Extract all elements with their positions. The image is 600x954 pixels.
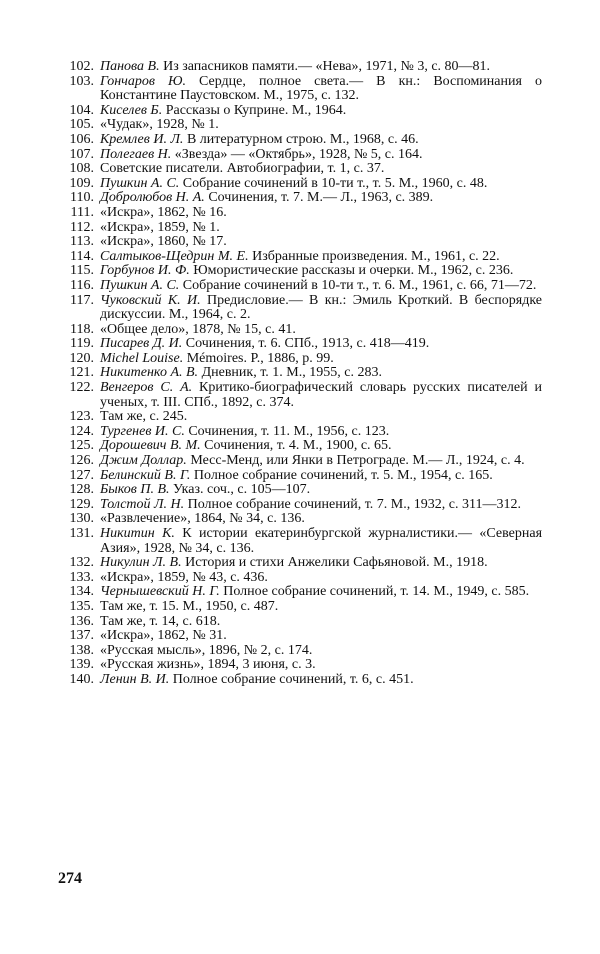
reference-item [64, 600, 542, 615]
reference-citation: «Искра», 1859, № 43, с. 436. [100, 569, 268, 585]
reference-text [100, 250, 542, 265]
reference-number: 125. [69, 438, 94, 454]
reference-item [64, 177, 542, 192]
reference-item [64, 191, 542, 206]
reference-item [64, 483, 542, 498]
reference-text [100, 512, 542, 527]
reference-text [100, 527, 542, 556]
reference-citation: Предисловие.— В кн.: Эмиль Кроткий. В беспорядке дискуссии. М., 1964, с. 2. [100, 292, 543, 323]
reference-item [64, 425, 542, 440]
reference-item [64, 264, 542, 279]
reference-citation: Там же, т. 15. М., 1950, с. 487. [100, 598, 279, 614]
reference-text [100, 133, 542, 148]
reference-item [64, 352, 542, 367]
reference-number: 130. [69, 511, 94, 527]
reference-author: Писарев Д. И. [100, 336, 183, 352]
reference-text [100, 104, 542, 119]
reference-author: Венгеров С. А. [100, 380, 193, 396]
reference-number: 104. [69, 102, 94, 118]
reference-number: 140. [69, 671, 94, 687]
reference-number: 117. [70, 292, 94, 308]
reference-number: 106. [69, 131, 94, 147]
reference-text [100, 75, 542, 104]
reference-number: 137. [69, 628, 94, 644]
reference-list [64, 60, 542, 688]
reference-author: Полегаев Н. [100, 146, 172, 162]
reference-citation: Сочинения, т. 11. М., 1956, с. 123. [188, 423, 390, 439]
reference-number: 139. [69, 657, 94, 673]
reference-citation: К истории екатеринбургской журналистики.— «Северная Азия», 1928, № 34, с. 136. [100, 526, 543, 556]
reference-text [100, 410, 542, 425]
reference-author: Горбунов И. Ф. [100, 263, 190, 279]
reference-number: 112. [70, 219, 94, 235]
reference-number: 127. [69, 467, 94, 483]
reference-number: 121. [69, 365, 94, 381]
reference-citation: Полное собрание сочинений, т. 5. М., 1954, с. 165. [193, 467, 493, 483]
reference-number: 113. [70, 234, 94, 250]
reference-author: Чернышевский Н. Г. [100, 584, 220, 600]
reference-text [100, 469, 542, 484]
reference-text [100, 454, 542, 469]
reference-item [64, 250, 542, 265]
reference-citation: Рассказы о Куприне. М., 1964. [165, 102, 347, 118]
reference-item [64, 279, 542, 294]
reference-author: Киселев Б. [100, 102, 163, 118]
reference-citation: Сочинения, т. 6. СПб., 1913, с. 418—419. [185, 336, 430, 352]
reference-item [64, 221, 542, 236]
reference-item [64, 148, 542, 163]
reference-text [100, 191, 542, 206]
reference-number: 103. [69, 73, 94, 89]
reference-author: Белинский В. Г. [100, 467, 191, 483]
reference-item [64, 75, 542, 104]
reference-item [64, 162, 542, 177]
reference-author: Тургенев И. С. [100, 423, 185, 439]
reference-citation: Юмористические рассказы и очерки. М., 1962, с. 236. [193, 263, 514, 279]
reference-author: Пушкин А. С. [100, 175, 180, 191]
reference-citation: Из запасников памяти.— «Нева», 1971, № 3, с. 80—81. [163, 59, 491, 74]
reference-number: 132. [69, 555, 94, 571]
reference-number: 138. [69, 642, 94, 658]
reference-author: Добролюбов Н. А. [100, 190, 205, 206]
reference-number: 123. [69, 409, 94, 425]
reference-citation: Полное собрание сочинений, т. 14. М., 1949, с. 585. [223, 584, 530, 600]
reference-citation: «Искра», 1859, № 1. [100, 219, 220, 235]
reference-text [100, 571, 542, 586]
reference-number: 102. [69, 59, 94, 74]
reference-item [64, 133, 542, 148]
reference-number: 129. [69, 496, 94, 512]
reference-item [64, 629, 542, 644]
reference-text [100, 498, 542, 513]
reference-author: Никулин Л. В. [100, 555, 182, 571]
reference-author: Чуковский К. И. [100, 292, 201, 308]
reference-citation: Дневник, т. 1. М., 1955, с. 283. [201, 365, 382, 381]
reference-author: Никитенко А. В. [100, 365, 199, 381]
reference-number: 105. [69, 117, 94, 133]
reference-text [100, 352, 542, 367]
reference-item [64, 104, 542, 119]
reference-author: Кремлев И. Л. [100, 131, 184, 147]
reference-item [64, 337, 542, 352]
reference-text [100, 366, 542, 381]
reference-citation: «Общее дело», 1878, № 15, с. 41. [100, 321, 296, 337]
reference-text [100, 658, 542, 673]
reference-number: 124. [69, 423, 94, 439]
reference-citation: «Искра», 1862, № 31. [100, 628, 227, 644]
reference-text [100, 585, 542, 600]
reference-citation: Сердце, полное света.— В кн.: Воспоминания о Константине Паустовском. М., 1975, с. 132. [100, 73, 542, 104]
reference-author: Быков П. В. [100, 482, 170, 498]
reference-item [64, 381, 542, 410]
reference-citation: «Чудак», 1928, № 1. [100, 117, 219, 133]
page-number: 274 [58, 870, 82, 887]
reference-text [100, 615, 542, 630]
reference-citation: Советские писатели. Автобиографии, т. 1, с. 37. [100, 161, 385, 177]
reference-author: Ленин В. И. [100, 671, 170, 687]
reference-citation: Собрание сочинений в 10-ти т., т. 6. М., 1961, с. 66, 71—72. [182, 277, 537, 293]
reference-text [100, 556, 542, 571]
reference-citation: «Русская жизнь», 1894, 3 июня, с. 3. [100, 657, 316, 673]
reference-item [64, 585, 542, 600]
reference-citation: Там же, с. 245. [100, 409, 188, 425]
reference-text [100, 60, 542, 75]
reference-number: 128. [69, 482, 94, 498]
reference-citation: Сочинения, т. 4. М., 1900, с. 65. [204, 438, 392, 454]
reference-citation: Критико-биографический словарь русских писателей и ученых, т. III. СПб., 1892, с. 374. [100, 380, 543, 410]
reference-item [64, 527, 542, 556]
reference-number: 136. [69, 613, 94, 629]
reference-text [100, 483, 542, 498]
reference-citation: «Развлечение», 1864, № 34, с. 136. [100, 511, 305, 527]
reference-text [100, 177, 542, 192]
reference-item [64, 235, 542, 250]
reference-item [64, 410, 542, 425]
reference-author: Никитин К. [100, 526, 175, 541]
reference-citation: Указ. соч., с. 105—107. [173, 482, 311, 498]
reference-item [64, 439, 542, 454]
reference-citation: Сочинения, т. 7. М.— Л., 1963, с. 389. [208, 190, 434, 206]
reference-text [100, 294, 542, 323]
reference-text [100, 264, 542, 279]
reference-author: Дорошевич В. М. [100, 438, 201, 454]
reference-text [100, 221, 542, 236]
reference-citation: «Искра», 1860, № 17. [100, 234, 227, 250]
reference-number: 122. [69, 380, 94, 396]
reference-author: Пушкин А. С. [100, 277, 180, 293]
reference-item [64, 323, 542, 338]
reference-number: 135. [69, 598, 94, 614]
reference-author: Джим Доллар. [100, 453, 187, 469]
reference-item [64, 454, 542, 469]
reference-item [64, 60, 542, 75]
reference-item [64, 366, 542, 381]
reference-text [100, 337, 542, 352]
reference-citation: Месс-Менд, или Янки в Петрограде. М.— Л., 1924, с. 4. [190, 453, 525, 469]
reference-item [64, 673, 542, 688]
reference-text [100, 439, 542, 454]
reference-text [100, 148, 542, 163]
reference-text [100, 629, 542, 644]
reference-number: 115. [70, 263, 94, 279]
reference-citation: История и стихи Анжелики Сафьяновой. М., 1918. [185, 555, 488, 571]
reference-citation: «Звезда» — «Октябрь», 1928, № 5, с. 164. [174, 146, 423, 162]
reference-text [100, 279, 542, 294]
reference-number: 133. [69, 569, 94, 585]
reference-item [64, 658, 542, 673]
reference-text [100, 425, 542, 440]
reference-text [100, 673, 542, 688]
reference-item [64, 556, 542, 571]
reference-text [100, 162, 542, 177]
reference-author: Панова В. [100, 59, 160, 74]
reference-author: Michel Louise. [100, 350, 184, 366]
reference-citation: Полное собрание сочинений, т. 7. М., 1932, с. 311—312. [187, 496, 521, 512]
reference-text [100, 381, 542, 410]
reference-item [64, 615, 542, 630]
reference-number: 111. [70, 204, 94, 220]
reference-citation: «Русская мысль», 1896, № 2, с. 174. [100, 642, 313, 658]
reference-item [64, 294, 542, 323]
reference-author: Гончаров Ю. [100, 73, 186, 89]
reference-text [100, 206, 542, 221]
reference-item [64, 571, 542, 586]
reference-text [100, 118, 542, 133]
reference-number: 120. [69, 350, 94, 366]
reference-text [100, 644, 542, 659]
reference-number: 131. [69, 526, 94, 541]
reference-item [64, 118, 542, 133]
reference-number: 126. [69, 453, 94, 469]
reference-text [100, 235, 542, 250]
reference-number: 108. [69, 161, 94, 177]
reference-text [100, 600, 542, 615]
reference-citation: Полное собрание сочинений, т. 6, с. 451. [172, 671, 414, 687]
reference-citation: Mémoires. P., 1886, p. 99. [186, 350, 334, 366]
reference-item [64, 206, 542, 221]
reference-item [64, 498, 542, 513]
reference-author: Салтыков-Щедрин М. Е. [100, 248, 249, 264]
reference-item [64, 469, 542, 484]
reference-number: 134. [69, 584, 94, 600]
reference-text [100, 323, 542, 338]
reference-item [64, 644, 542, 659]
reference-number: 118. [70, 321, 94, 337]
reference-number: 110. [70, 190, 94, 206]
reference-citation: «Искра», 1862, № 16. [100, 204, 227, 220]
reference-author: Толстой Л. Н. [100, 496, 185, 512]
reference-citation: Собрание сочинений в 10-ти т., т. 5. М., 1960, с. 48. [182, 175, 488, 191]
reference-number: 109. [69, 175, 94, 191]
reference-citation: В литературном строю. М., 1968, с. 46. [186, 131, 419, 147]
reference-number: 114. [70, 248, 94, 264]
reference-item [64, 512, 542, 527]
reference-number: 107. [69, 146, 94, 162]
reference-citation: Там же, т. 14, с. 618. [100, 613, 221, 629]
reference-citation: Избранные произведения. М., 1961, с. 22. [252, 248, 500, 264]
reference-number: 119. [70, 336, 94, 352]
reference-number: 116. [70, 277, 94, 293]
